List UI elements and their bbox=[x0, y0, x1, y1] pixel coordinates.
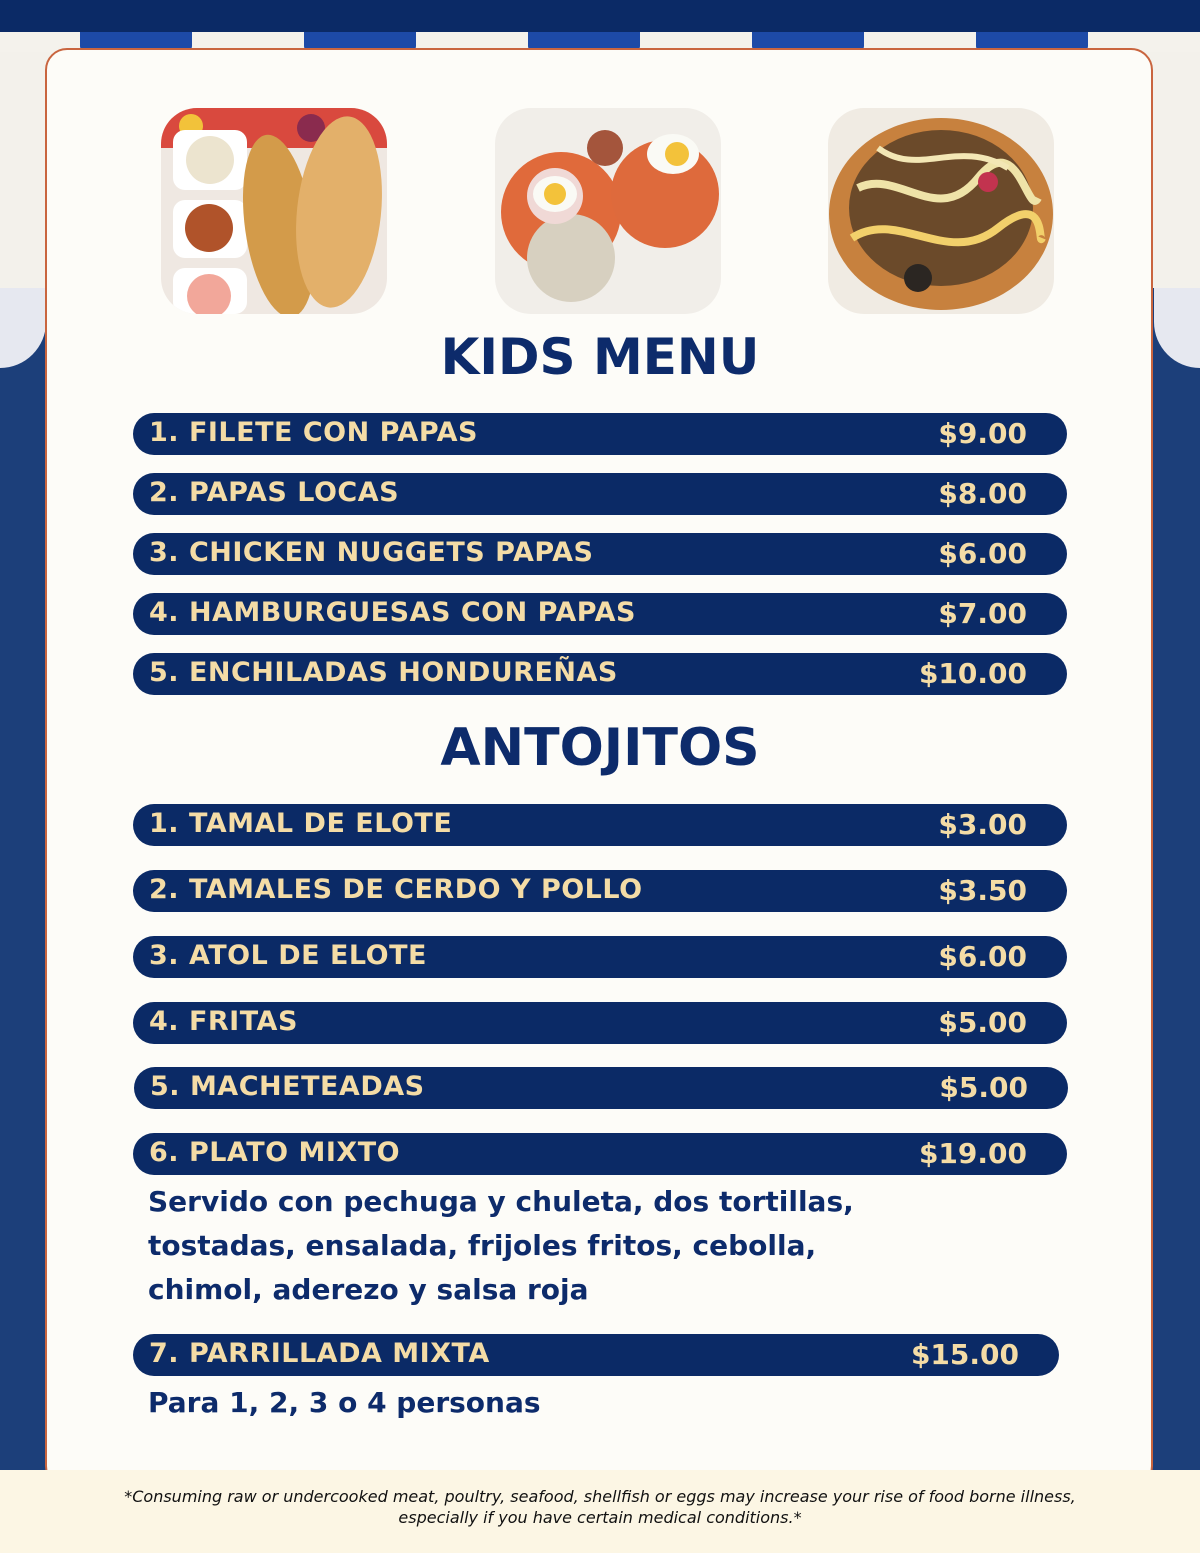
disclaimer bbox=[40, 1486, 1160, 1528]
item-price: $3.00 bbox=[938, 808, 1027, 841]
antojitos-title: ANTOJITOS bbox=[440, 718, 760, 778]
item-price: $5.00 bbox=[938, 1006, 1027, 1039]
item-price: $3.50 bbox=[938, 874, 1027, 907]
antojitos-item bbox=[133, 1334, 1059, 1376]
plato-mixto-description bbox=[148, 1180, 854, 1312]
description-line: chimol, aderezo y salsa roja bbox=[148, 1273, 589, 1306]
disclaimer-line: especially if you have certain medical conditions.* bbox=[398, 1508, 802, 1527]
antojitos-item bbox=[133, 870, 1067, 912]
item-price: $10.00 bbox=[918, 657, 1027, 690]
item-name: 1. TAMAL DE ELOTE bbox=[149, 808, 453, 839]
item-name: 5. ENCHILADAS HONDUREÑAS bbox=[149, 657, 618, 688]
antojitos-item bbox=[133, 1133, 1067, 1175]
item-price: $8.00 bbox=[938, 477, 1027, 510]
item-name: 1. FILETE CON PAPAS bbox=[149, 417, 478, 448]
item-price: $6.00 bbox=[938, 537, 1027, 570]
item-price: $7.00 bbox=[938, 597, 1027, 630]
kids-menu-item bbox=[133, 593, 1067, 635]
item-price: $5.00 bbox=[939, 1071, 1028, 1104]
item-price: $6.00 bbox=[938, 940, 1027, 973]
item-name: 6. PLATO MIXTO bbox=[149, 1137, 401, 1168]
item-name: 3. CHICKEN NUGGETS PAPAS bbox=[149, 537, 594, 568]
kids-menu-title: KIDS MENU bbox=[440, 328, 760, 386]
item-price: $15.00 bbox=[910, 1338, 1019, 1371]
antojitos-item bbox=[133, 1002, 1067, 1044]
disclaimer-line: *Consuming raw or undercooked meat, poultry, seafood, shellfish or eggs may increase your rise of food borne illness, bbox=[124, 1487, 1076, 1506]
item-price: $9.00 bbox=[938, 417, 1027, 450]
footer bbox=[0, 1470, 1200, 1553]
enchiladas-photo bbox=[495, 108, 721, 314]
antojitos-item bbox=[134, 1067, 1068, 1109]
empanadas-photo bbox=[161, 108, 387, 314]
item-name: 4. HAMBURGUESAS CON PAPAS bbox=[149, 597, 636, 628]
antojitos-item bbox=[133, 804, 1067, 846]
item-name: 7. PARRILLADA MIXTA bbox=[149, 1338, 490, 1369]
kids-menu-item bbox=[133, 473, 1067, 515]
item-name: 3. ATOL DE ELOTE bbox=[149, 940, 427, 971]
top-banner-bar bbox=[0, 0, 1200, 32]
papas-locas-photo bbox=[828, 108, 1054, 314]
parrillada-description bbox=[148, 1381, 541, 1425]
item-name: 4. FRITAS bbox=[149, 1006, 298, 1037]
antojitos-item bbox=[133, 936, 1067, 978]
item-name: 2. TAMALES DE CERDO Y POLLO bbox=[149, 874, 643, 905]
item-name: 5. MACHETEADAS bbox=[150, 1071, 425, 1102]
kids-menu-item bbox=[133, 533, 1067, 575]
description-line: Servido con pechuga y chuleta, dos tortillas, bbox=[148, 1185, 854, 1218]
kids-menu-item bbox=[133, 653, 1067, 695]
item-name: 2. PAPAS LOCAS bbox=[149, 477, 400, 508]
item-price: $19.00 bbox=[918, 1137, 1027, 1170]
description-line: Para 1, 2, 3 o 4 personas bbox=[148, 1386, 541, 1419]
description-line: tostadas, ensalada, frijoles fritos, cebolla, bbox=[148, 1229, 817, 1262]
kids-menu-item bbox=[133, 413, 1067, 455]
